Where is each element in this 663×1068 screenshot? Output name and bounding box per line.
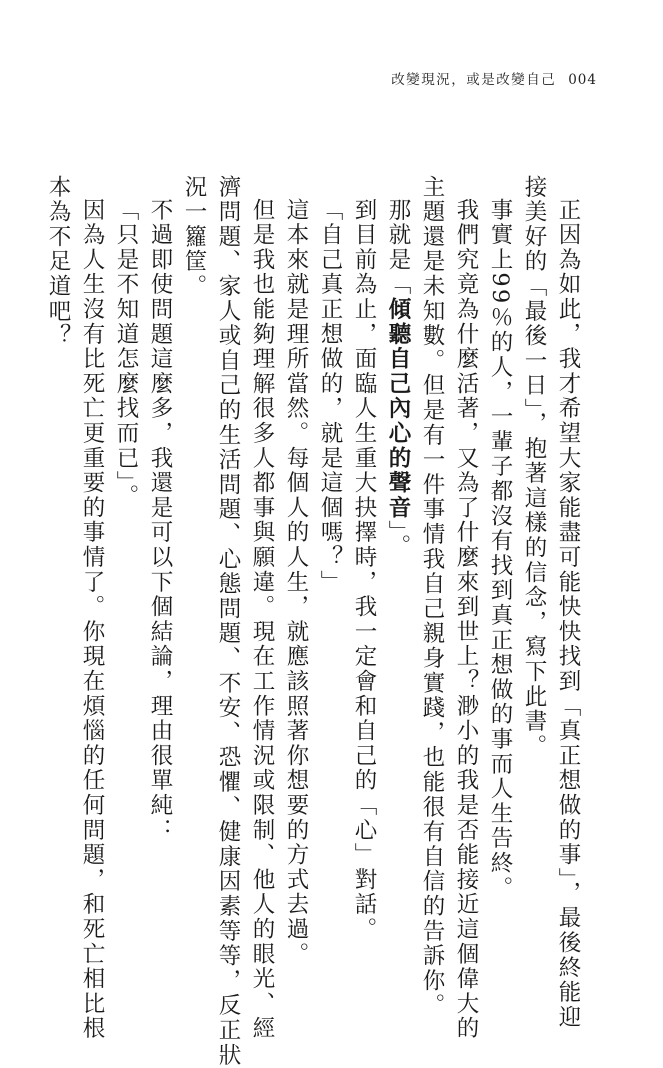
text-column: 正因為如此，我才希望大家能盡可能快快找到「真正想做的事」，最後終能迎 — [555, 197, 581, 1030]
text-column: 這本來就是理所當然。每個人的人生，就應該照著你想要的方式去過。 — [283, 197, 309, 967]
text-column: 「只是不知道怎麼找而已」。 — [113, 197, 139, 509]
chapter-title: 改變現況，或是改變自己 — [391, 72, 557, 88]
text-column: 事實上99％的人，一輩子都沒有找到真正想做的事而人生告終。 — [487, 197, 513, 901]
text-column: 接美好的「最後一日」，抱著這樣的信念，寫下此書。 — [521, 175, 547, 759]
text-column: 濟問題、家人或自己的生活問題、心態問題、不安、恐懼、健康因素等等，反正狀 — [215, 175, 241, 1068]
text-column: 因為人生沒有比死亡更重要的事情了。你現在煩惱的任何問題，和死亡相比根 — [79, 197, 105, 1041]
running-header — [391, 68, 597, 88]
text-column: 況一籮筐。 — [181, 175, 207, 299]
text-column: 那就是「傾聽自己內心的聲音」。 — [385, 197, 411, 559]
text-column: 主題還是未知數。但是有一件事情我自己親身實踐，也能很有自信的告訴你。 — [419, 175, 445, 1019]
text-column: 「自己真正想做的，就是這個嗎？」 — [317, 197, 343, 595]
text-column: 我們究竟為什麼活著，又為了什麼來到世上？渺小的我是否能接近這個偉大的 — [453, 197, 479, 1041]
emphasis: 傾聽自己內心的聲音 — [385, 296, 411, 520]
text-column: 但是我也能夠理解很多人都事與願違。現在工作情況或限制、他人的眼光、經 — [249, 197, 275, 1041]
vertical-body-text — [41, 175, 585, 1068]
page-number: 004 — [568, 72, 597, 88]
text-column: 不過即使問題這麼多，我還是可以下個結論，理由很單純： — [147, 197, 173, 843]
text-column: 本為不足道吧？ — [45, 175, 71, 349]
text-column: 到目前為止，面臨人生重大抉擇時，我一定會和自己的「心」對話。 — [351, 197, 377, 942]
